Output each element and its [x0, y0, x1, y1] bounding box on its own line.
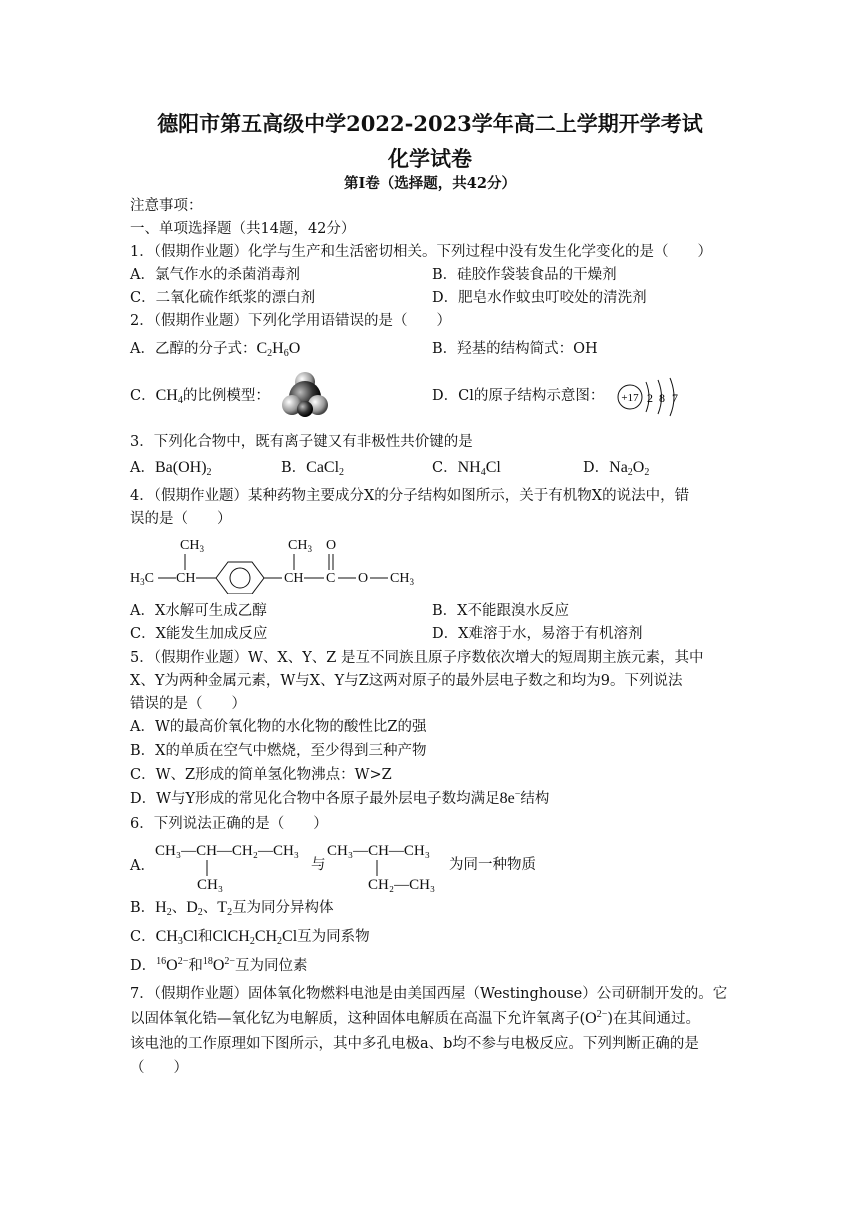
q2-option-b: B．羟基的结构简式：OH	[432, 341, 598, 357]
q5-option-c: C．W、Z形成的简单氢化物沸点：W>Z	[130, 767, 392, 783]
q7-stem-line-4: （ ）	[130, 1060, 188, 1076]
svg-text:CH3: $CH_3$	[288, 538, 312, 554]
q3-option-c: C．$NH_4Cl$	[432, 459, 501, 478]
svg-text:H3C: $H_3C$	[130, 571, 154, 587]
q4-option-d: D．X难溶于水，易溶于有机溶剂	[432, 626, 643, 642]
q5-stem-line-1: 5．（假期作业题）W、X、Y、Z 是互不同族且原子序数依次增大的短周期主族元素，其中	[130, 650, 704, 666]
svg-text:CH₃—CH—CH₂—CH₃: CH₃—CH—CH₂—CH₃	[155, 843, 300, 859]
q6-option-b: B．$H_2$、$D_2$、$T_2$互为同分异构体	[130, 899, 334, 918]
q6-option-c: C．$CH_3Cl$和$ClCH_2CH_2Cl$互为同系物	[130, 928, 370, 947]
q1-option-a: A．氯气作水的杀菌消毒剂	[130, 267, 300, 283]
molecule-x-structure	[130, 532, 430, 594]
q7-stem-line-1: 7．（假期作业题）固体氧化物燃料电池是由美国西屋（Westinghouse）公司研制开发的。它	[130, 986, 728, 1002]
q6-stem: 6．下列说法正确的是（ ）	[130, 816, 328, 832]
q2-option-a: A．乙醇的分子式：$C_2H_6O$	[130, 340, 301, 359]
q1-option-d: D．肥皂水作蚊虫叮咬处的清洗剂	[432, 290, 647, 306]
q5-option-b: B．X的单质在空气中燃烧，至少得到三种产物	[130, 743, 427, 759]
svg-text:CH: CH	[176, 571, 196, 586]
part-heading: 一、单项选择题（共14题，42分）	[130, 221, 356, 237]
q5-stem-line-3: 错误的是（ ）	[130, 696, 246, 712]
svg-text:与: 与	[311, 857, 326, 873]
q4-option-c: C．X能发生加成反应	[130, 626, 268, 642]
nucleus-charge: +17	[621, 392, 639, 404]
svg-text:CH3: $CH_3$	[180, 538, 204, 554]
q1-option-b: B．硅胶作袋装食品的干燥剂	[432, 267, 617, 283]
svg-text:O: O	[326, 538, 337, 553]
q7-stem-line-2: 以固体氧化锆—氧化钇为电解质，这种固体电解质在高温下允许氧离子$(O^{2-})$在其间通过。	[130, 1009, 701, 1027]
shell-2-electrons: 8	[659, 391, 665, 405]
q7-stem-line-3: 该电池的工作原理如下图所示，其中多孔电极a、b均不参与电极反应。下列判断正确的是	[130, 1036, 699, 1052]
q6-option-a-label: A．	[130, 858, 155, 874]
q2-option-d: D．Cl的原子结构示意图：	[432, 388, 605, 404]
q5-option-a: A．W的最高价氧化物的水化物的酸性比Z的强	[130, 719, 427, 735]
q2-stem: 2．（假期作业题）下列化学用语错误的是（ ）	[130, 313, 451, 329]
svg-text:CH₃: CH₃	[197, 877, 224, 893]
svg-text:CH: CH	[284, 571, 304, 586]
section-heading: 第Ⅰ卷（选择题，共42分）	[344, 175, 516, 192]
q6-option-d: D．$^{16}O^{2-}$和$^{18}O^{2-}$互为同位素	[130, 956, 308, 974]
methane-space-filling-model	[280, 372, 330, 418]
shell-3-electrons: 7	[672, 391, 678, 405]
svg-text:O: O	[358, 571, 369, 586]
q1-option-c: C．二氧化硫作纸浆的漂白剂	[130, 290, 316, 306]
q4-stem-line-1: 4．（假期作业题）某种药物主要成分X的分子结构如图所示，关于有机物X的说法中，错	[130, 488, 690, 504]
q5-stem-line-2: X、Y为两种金属元素，W与X、Y与Z这两对原子的最外层电子数之和均为9。下列说法	[130, 673, 683, 689]
q3-option-d: D．$Na_2O_2$	[583, 459, 650, 478]
chlorine-atom-diagram	[614, 374, 694, 420]
q4-stem-line-2: 误的是（ ）	[130, 511, 232, 527]
q3-option-a: A．$Ba(OH)_2$	[130, 459, 212, 478]
page-subtitle: 化学试卷	[388, 146, 472, 171]
shell-1-electrons: 2	[647, 391, 653, 405]
q4-option-a: A．X水解可生成乙醇	[130, 603, 267, 619]
svg-text:为同一种物质: 为同一种物质	[449, 857, 536, 873]
q5-option-d: D．W与Y形成的常见化合物中各原子最外层电子数均满足8e−结构	[130, 789, 550, 807]
q3-stem: 3．下列化合物中，既有离子键又有非极性共价键的是	[130, 434, 473, 450]
q1-stem: 1．（假期作业题）化学与生产和生活密切相关。下列过程中没有发生化学变化的是（ ）	[130, 244, 712, 260]
svg-text:CH3: $CH_3$	[390, 571, 414, 587]
svg-text:CH₃—CH—CH₃: CH₃—CH—CH₃	[327, 843, 430, 859]
q3-option-b: B．CaCl$_2$	[281, 459, 345, 478]
q2-option-c: C．$CH_4$的比例模型：	[130, 387, 270, 406]
svg-text:CH₂—CH₃: CH₂—CH₃	[368, 877, 436, 893]
page-title: 德阳市第五高级中学2022-2023学年高二上学期开学考试	[157, 111, 703, 136]
notice-label: 注意事项：	[130, 198, 203, 214]
q4-option-b: B．X不能跟溴水反应	[432, 603, 569, 619]
q6-option-a-structures	[155, 838, 555, 894]
svg-text:C: C	[326, 571, 336, 586]
